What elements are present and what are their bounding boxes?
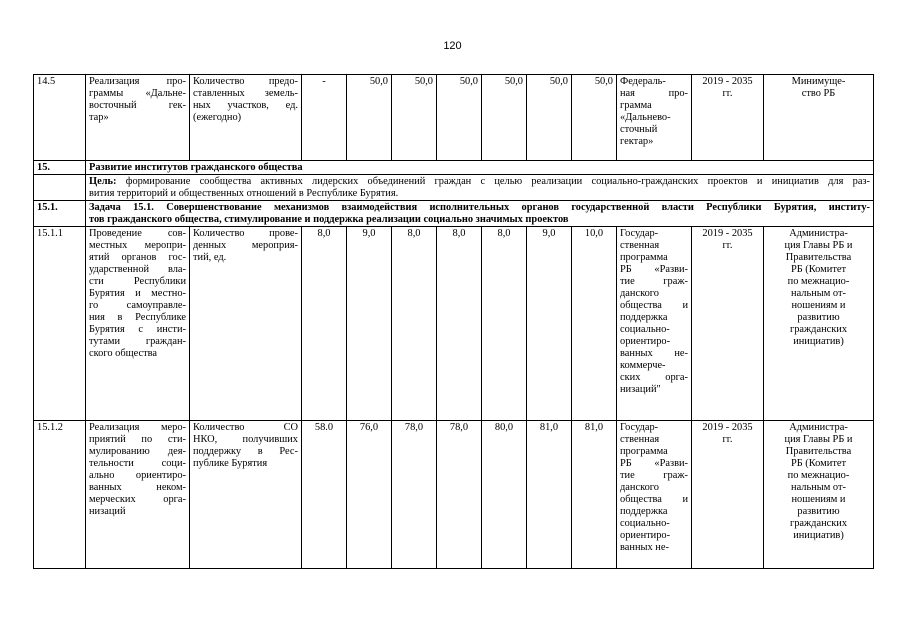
cell-line: инициатив) <box>793 530 844 541</box>
indicator-cell <box>190 227 302 421</box>
cell-line: РБ «Разви- <box>620 264 688 275</box>
cell-line: низаций <box>89 506 126 517</box>
cell-line: граммы «Дальне- <box>89 88 186 99</box>
cell-line: тар» <box>89 112 109 123</box>
cell-line: Правительства <box>785 252 852 263</box>
cell-line: 2019 - 2035 <box>702 228 753 239</box>
cell-line: ния в Республике <box>89 312 186 323</box>
cell-line: гражданских <box>789 518 848 529</box>
cell-line: развитию <box>797 506 840 517</box>
value-cell: 50,0 <box>482 75 527 161</box>
cell-line: Государ- <box>620 422 659 433</box>
cell-line: ских орга- <box>620 372 688 383</box>
cell-line: ных участков, ед. <box>193 100 298 111</box>
cell-line: нальным от- <box>791 288 846 299</box>
cell-line: коммерче- <box>620 360 666 371</box>
value-cell: 81,0 <box>572 421 617 569</box>
cell-line: РБ (Комитет <box>790 458 847 469</box>
cell-line: ятий органов гос- <box>89 252 186 263</box>
cell-line: поддержка <box>620 312 668 323</box>
value-cell: 80,0 <box>482 421 527 569</box>
task-title-line2: тов гражданского общества, стимулирование и поддержка реализации социально значимых проектов <box>89 214 569 225</box>
cell-line: развитию <box>797 312 840 323</box>
indicator-cell <box>190 75 302 161</box>
executor-cell <box>764 75 874 161</box>
section-number: 15. <box>34 161 86 175</box>
cell-line: данского <box>620 288 659 299</box>
value-cell: 10,0 <box>572 227 617 421</box>
cell-line: грамма <box>620 100 652 111</box>
event-cell <box>86 75 190 161</box>
cell-line: поддержка <box>620 506 668 517</box>
value-cell: 50,0 <box>527 75 572 161</box>
value-cell: 81,0 <box>527 421 572 569</box>
cell-line: мулированию дея- <box>89 446 186 457</box>
cell-line: Государ- <box>620 228 659 239</box>
cell-line: программа <box>620 252 668 263</box>
cell-line: низаций" <box>620 384 661 395</box>
program-cell <box>617 421 692 569</box>
value-cell: 50,0 <box>347 75 392 161</box>
cell-line: тий, ед. <box>193 252 227 263</box>
value-cell: 76,0 <box>347 421 392 569</box>
event-cell <box>86 227 190 421</box>
cell-line: РБ «Разви- <box>620 458 688 469</box>
table-row <box>34 227 874 421</box>
cell-line: ванных неком- <box>89 482 186 493</box>
cell-line: общества и <box>620 494 688 505</box>
value-cell: 50,0 <box>392 75 437 161</box>
cell-line: Реализация меро- <box>89 422 186 433</box>
cell-line: тие граж- <box>620 470 688 481</box>
cell-line: поддержку в Рес- <box>193 446 298 457</box>
cell-line: Количество прове- <box>193 228 298 239</box>
cell-line: 2019 - 2035 <box>702 76 753 87</box>
period-cell <box>692 421 764 569</box>
cell-line: ция Главы РБ и <box>784 434 853 445</box>
cell-line: ношениям и <box>791 300 846 311</box>
cell-line: сточный <box>620 124 658 135</box>
row-number: 15.1.1 <box>34 227 86 421</box>
cell-line: ориентиро- <box>620 336 671 347</box>
indicator-cell <box>190 421 302 569</box>
cell-line: Количество предо- <box>193 76 298 87</box>
cell-line: социально- <box>620 518 670 529</box>
cell-line: ского общества <box>89 348 158 359</box>
cell-line: ство РБ <box>801 88 836 99</box>
value-cell: 8,0 <box>482 227 527 421</box>
cell-line: социально- <box>620 324 670 335</box>
cell-line: публике Бурятия <box>193 458 268 469</box>
cell-line: гг. <box>722 240 733 251</box>
program-cell <box>617 75 692 161</box>
cell-line: «Дальнево- <box>620 112 671 123</box>
section-title: Развитие институтов гражданского общества <box>86 161 874 175</box>
cell-line: НКО, получивших <box>193 434 298 445</box>
cell-line: ставленных земель- <box>193 88 298 99</box>
value-cell: 8,0 <box>392 227 437 421</box>
value-cell: 9,0 <box>527 227 572 421</box>
value-cell: 9,0 <box>347 227 392 421</box>
cell-line: гг. <box>722 88 733 99</box>
table-row <box>34 75 874 161</box>
section-row <box>34 161 874 175</box>
cell-line: ориентиро- <box>620 530 671 541</box>
task-number: 15.1. <box>34 201 86 227</box>
cell-line: ванных не- <box>620 542 669 553</box>
cell-line: по межнацио- <box>787 276 850 287</box>
cell-line: ственная <box>620 434 660 445</box>
table-row <box>34 421 874 569</box>
cell-line: гг. <box>722 434 733 445</box>
cell-line: тие граж- <box>620 276 688 287</box>
goal-label: Цель: <box>89 176 117 187</box>
cell-line: восточный гек- <box>89 100 186 111</box>
cell-line: 2019 - 2035 <box>702 422 753 433</box>
base-value-cell: 58.0 <box>302 421 347 569</box>
goal-text-line1: формирование сообщества активных лидерских объединений граждан с целью реализации социально-гражданских проектов и инициатив для раз- <box>116 176 870 187</box>
cell-line: Проведение сов- <box>89 228 186 239</box>
base-value-cell: - <box>302 75 347 161</box>
cell-line: Федераль- <box>620 76 666 87</box>
cell-line: данского <box>620 482 659 493</box>
goal-row <box>34 175 874 201</box>
cell-line: по межнацио- <box>787 470 850 481</box>
cell-line: приятий по сти- <box>89 434 186 445</box>
cell-line: ственная <box>620 240 660 251</box>
cell-line: Количество СО <box>193 422 298 433</box>
event-cell <box>86 421 190 569</box>
cell-line: ударственной вла- <box>89 264 186 275</box>
cell-line: ально ориентиро- <box>89 470 186 481</box>
value-cell: 50,0 <box>572 75 617 161</box>
cell-line: гектар» <box>620 136 654 147</box>
program-cell <box>617 227 692 421</box>
cell-line: Бурятия с инсти- <box>89 324 186 335</box>
cell-line: общества и <box>620 300 688 311</box>
cell-line: денных мероприя- <box>193 240 298 251</box>
executor-cell <box>764 421 874 569</box>
program-table <box>33 74 874 569</box>
page-number: 120 <box>443 40 462 52</box>
cell-line: инициатив) <box>793 336 844 347</box>
goal-text-line2: вития территорий и общественных отношений в Республике Бурятия. <box>89 188 399 199</box>
task-row <box>34 201 874 227</box>
cell-line: го самоуправле- <box>89 300 186 311</box>
value-cell: 78,0 <box>437 421 482 569</box>
row-number: 14.5 <box>34 75 86 161</box>
cell-line: ная про- <box>620 88 688 99</box>
cell-line: Минимуще- <box>791 76 846 87</box>
cell-line: РБ (Комитет <box>790 264 847 275</box>
cell-line: Бурятия и местно- <box>89 288 186 299</box>
task-title-line1: Задача 15.1. Совершенствование механизмов взаимодействия исполнительных органов государственной власти Республики Бурятия, институ- <box>89 202 870 213</box>
cell-line: Администра- <box>789 228 848 239</box>
cell-line: нальным от- <box>791 482 846 493</box>
period-cell <box>692 75 764 161</box>
value-cell: 50,0 <box>437 75 482 161</box>
cell-line: ношениям и <box>791 494 846 505</box>
cell-line: ванных не- <box>620 348 688 359</box>
cell-line: ция Главы РБ и <box>784 240 853 251</box>
cell-line: Администра- <box>789 422 848 433</box>
row-number: 15.1.2 <box>34 421 86 569</box>
executor-cell <box>764 227 874 421</box>
cell-line: тутами граждан- <box>89 336 186 347</box>
task-title <box>86 201 874 227</box>
cell-line: программа <box>620 446 668 457</box>
goal-text <box>86 175 874 201</box>
base-value-cell: 8,0 <box>302 227 347 421</box>
cell-line: (ежегодно) <box>193 112 242 123</box>
cell-line: гражданских <box>789 324 848 335</box>
cell-line: местных меропри- <box>89 240 186 251</box>
cell-line: Правительства <box>785 446 852 457</box>
cell-line: тельности соци- <box>89 458 186 469</box>
value-cell: 8,0 <box>437 227 482 421</box>
value-cell: 78,0 <box>392 421 437 569</box>
cell-line: мерческих орга- <box>89 494 186 505</box>
cell-line: сти Республики <box>89 276 186 287</box>
cell-line: Реализация про- <box>89 76 186 87</box>
period-cell <box>692 227 764 421</box>
goal-number <box>34 175 86 201</box>
